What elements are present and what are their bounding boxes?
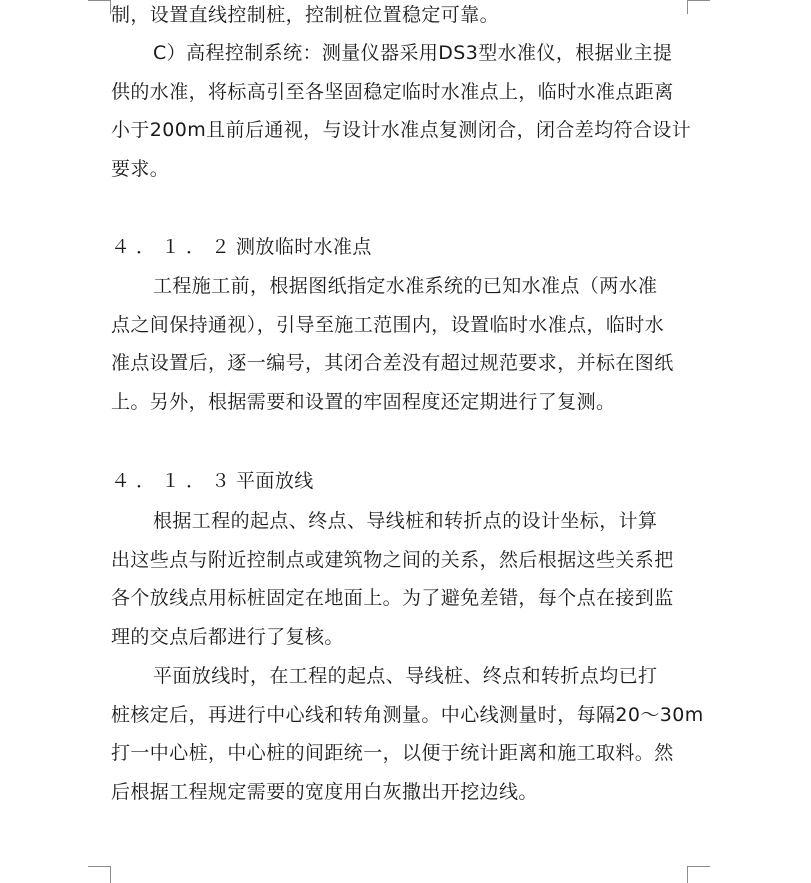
- paragraph-plane-layout-1: [111, 502, 691, 656]
- text-line: C）高程控制系统：测量仪器采用DS3型水准仪，根据业主提: [153, 42, 673, 64]
- text-line: 要求。: [111, 157, 170, 180]
- text-line: 打一中心桩，中心桩的间距统一，以便于统计距离和施工取料。然: [111, 742, 674, 764]
- text-line: 出这些点与附近控制点或建筑物之间的关系，然后根据这些关系把: [111, 548, 674, 571]
- paragraph-elevation-control: [111, 34, 691, 188]
- text-line: 各个放线点用标桩固定在地面上。为了避免差错，每个点在接到监: [111, 587, 674, 609]
- paragraph-plane-layout-2: [111, 657, 704, 811]
- text-line: 点之间保持通视），引导至施工范围内，设置临时水准点，临时水: [111, 313, 665, 336]
- text-line: 上。另外，根据需要和设置的牢固程度还定期进行了复测。: [111, 390, 616, 413]
- text-line: 制，设置直线控制桩，控制桩位置稳定可靠。: [111, 4, 500, 26]
- paragraph-temporary-benchmarks: [111, 267, 691, 421]
- text-line: 工程施工前，根据图纸指定水准系统的已知水准点（两水准: [153, 275, 658, 297]
- section-number: ４．１．２: [111, 236, 237, 258]
- page-corner-mark-bottom-left: [88, 866, 111, 867]
- text-line: 平面放线时，在工程的起点、导线桩、终点和转折点均已打: [153, 665, 658, 687]
- section-number: ４．１．３: [111, 470, 237, 492]
- page-corner-mark-top-left: [88, 0, 111, 1]
- page-corner-mark-bottom-right: [687, 866, 688, 883]
- page-corner-mark-bottom-right: [687, 866, 710, 867]
- text-line: 桩核定后，再进行中心线和转角测量。中心线测量时，每隔20～30m: [111, 703, 704, 726]
- text-line: 准点设置后，逐一编号，其闭合差没有超过规范要求，并标在图纸: [111, 352, 674, 374]
- text-line: 供的水准，将标高引至各坚固稳定临时水准点上，临时水准点距离: [111, 80, 674, 103]
- section-title: 测放临时水准点: [236, 236, 372, 258]
- text-line: 后根据工程规定需要的宽度用白灰撒出开挖边线。: [111, 780, 538, 803]
- page-corner-mark-bottom-left: [110, 866, 111, 883]
- section-heading-4-1-3: [111, 466, 314, 496]
- paragraph-intro: [111, 0, 691, 35]
- section-heading-4-1-2: [111, 232, 372, 262]
- section-title: 平面放线: [236, 470, 314, 492]
- text-line: 小于200m且前后通视，与设计水准点复测闭合，闭合差均符合设计: [111, 119, 692, 141]
- text-line: 根据工程的起点、终点、导线桩和转折点的设计坐标，计算: [153, 510, 658, 532]
- text-line: 理的交点后都进行了复核。: [111, 625, 344, 648]
